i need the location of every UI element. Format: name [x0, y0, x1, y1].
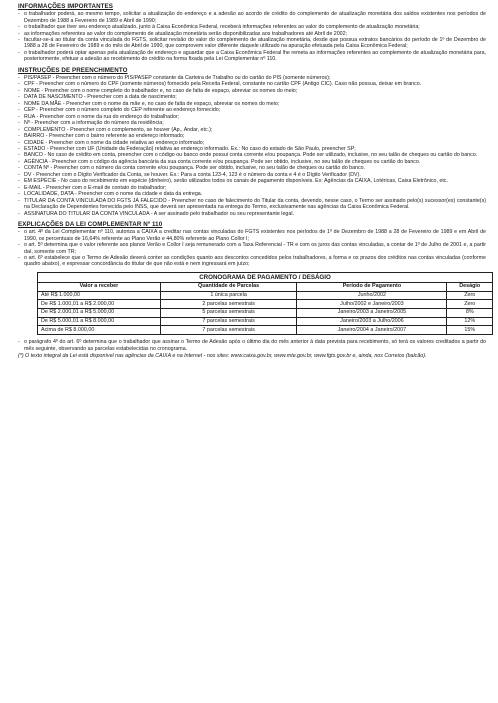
column-header-desagio: Deságio	[447, 282, 493, 291]
section-title-instrucoes: INSTRUÇÕES DE PREENCHIMENTO	[18, 66, 128, 74]
cell-valor: Acima de R$ 8.000,00	[38, 326, 161, 335]
list-item: - o trabalhador poderá optar apenas pela atualização de endereço e aguardar que a Caixa Econômica Federal lhe remeta as informações referentes ao complemento de atualização monetária para, posteriormente, efetuar a adesão ao recebimento do crédito na forma fixada pela Lei Complementar nº 110.	[18, 49, 486, 63]
table-row	[38, 300, 493, 309]
list-item: - NOME DA MÃE - Preencher com o nome da mãe e, no caso de falta de espaço, abreviar os nomes do meio;	[18, 100, 280, 107]
list-item: - BAIRRO - Preencher com o bairro referente ao endereço informado;	[18, 133, 185, 140]
list-item: - CPF - Preencher com o número do CPF (somente números) fornecido pela Receita Federal, constante no cartão CPF (Antigo CIC). Caso não possua, deixar em branco.	[18, 81, 422, 88]
cell-valor: De R$ 5.000,01 a R$ 8.000,00	[38, 317, 161, 326]
list-item: - ASSINATURA DO TITULAR DA CONTA VINCULADA - A ser assinado pelo trabalhador ou seu representante legal.	[18, 210, 294, 217]
list-item: - o art. 4º da Lei Complementar nº 110, autoriza a CAIXA a creditar nas contas vinculadas do FGTS existentes nos períodos de 1º de Dezembro de 1988 a 28 de Fevereiro de 1989 e em Abril de 1990, os percentuais de 16,64% referente ao Plano Verão e 44,80% referente ao Plano Collor I;	[18, 229, 486, 242]
cell-parcelas: 2 parcelas semestrais	[160, 300, 297, 309]
list-item: - NOME - Preencher com o nome completo do trabalhador e, no caso de falta de espaço, abreviar os nomes do meio;	[18, 87, 298, 94]
list-item: - DV - Preencher com o Dígito Verificador da Conta, se houver. Ex.: Para a conta 123-4, 123 é o número da conta e 4 é o Dígito Verificador (DV).	[18, 171, 361, 178]
column-header-valor: Valor a receber	[38, 282, 161, 291]
cronograma-title: CRONOGRAMA DE PAGAMENTO / DESÁGIO	[38, 272, 493, 282]
column-header-parcelas: Quantidade de Parcelas	[160, 282, 297, 291]
cell-desagio: 15%	[447, 326, 493, 335]
section-title-explicacoes: EXPLICAÇÕES DA LEI COMPLEMENTAR Nº 110	[18, 221, 163, 228]
section-title-informacoes: INFORMAÇÕES IMPORTANTES	[18, 3, 113, 10]
list-item: - RUA - Preencher com o nome da rua do endereço do trabalhador;	[18, 113, 180, 120]
cell-periodo: Junho/2002	[297, 291, 447, 300]
list-item: - o trabalhador poderá, ao mesmo tempo, solicitar a atualização do endereço e a adesão ao acordo de crédito do complemento de atualização monetária dos saldos existentes nos períodos de Dezembro de 1988 a Fevereiro de 1989 e Abril de 1990;	[18, 11, 486, 24]
column-header-periodo: Período de Pagamento	[297, 282, 447, 291]
list-item: - as informações referentes ao valor do complemento de atualização monetária serão disponibilizadas aos trabalhadores até Abril de 2002;	[18, 30, 348, 37]
cell-periodo: Janeiro/2003 a Janeiro/2005	[297, 308, 447, 317]
cell-parcelas: 1 única parcela	[160, 291, 297, 300]
cell-periodo: Janeiro/2004 a Janeiro/2007	[297, 326, 447, 335]
list-item: - facultar-se-á ao titular da conta vinculada do FGTS, solicitar revisão do valor do complemento de atualização monetária, desde que possua extratos bancários do período de 1º de Dezembro de 1988 a 28 de Fevereiro de 1989 e do mês de Abril de 1990, que comprovem valor diferente daquele utilizado na apuração efetuada pela Caixa Econômica Federal;	[18, 37, 486, 50]
cell-desagio: Zero	[447, 291, 493, 300]
list-item: - LOCALIDADE, DATA - Preencher com o nome da cidade e data da entrega.	[18, 191, 203, 198]
cell-desagio: Zero	[447, 300, 493, 309]
list-explicacoes-continuacao	[18, 339, 486, 352]
list-item: - EM ESPÉCIE - No caso do recebimento em espécie (dinheiro), serão utilizados todos os canais de pagamento disponíveis. Ex: Agências da CAIXA, Lotéricas, Caixa Eletrônico, etc.	[18, 178, 448, 185]
table-row	[38, 308, 493, 317]
cell-periodo: Julho/2002 e Janeiro/2003	[297, 300, 447, 309]
cell-valor: De R$ 1.000,01 a R$ 2.000,00	[38, 300, 161, 309]
list-item: - CONTA Nº - Preencher com o número da conta corrente e/ou poupança. Pode ser obtido, inclusive, no seu talão de cheques ou cartão do banco.	[18, 165, 366, 172]
list-item: - CEP - Preencher com o número completo do CEP referente ao endereço fornecido;	[18, 107, 221, 114]
cell-parcelas: 7 parcelas semestrais	[160, 317, 297, 326]
cell-valor: De R$ 2.000,01 a R$ 5.000,00	[38, 308, 161, 317]
list-item: - AGÊNCIA - Preencher com o código da agência bancária da sua conta corrente e/ou poupança. Pode ser obtido, inclusive, no seu talão de cheques ou cartão do banco.	[18, 158, 421, 165]
list-item: - Nº - Preencher com a informação do número da residência;	[18, 120, 164, 127]
cronograma-table	[37, 272, 493, 335]
cell-valor: Até R$ 1.000,00	[38, 291, 161, 300]
cell-parcelas: 7 parcelas semestrais	[160, 326, 297, 335]
list-item: - PIS/PASEP - Preencher com o número do PIS/PASEP constante da Carteira de Trabalho ou do cartão do PIS (somente números);	[18, 75, 331, 82]
list-item: - COMPLEMENTO - Preencher com o complemento, se houver (Ap., Andar, etc.);	[18, 126, 213, 133]
list-instrucoes	[18, 75, 486, 217]
list-item: - E-MAIL - Preencher com o E-mail de contato do trabalhador;	[18, 184, 167, 191]
list-item: - TITULAR DA CONTA VINCULADA DO FGTS JÁ FALECIDO - Preencher no caso de falecimento do Titular da conta, devendo, nesse caso, o Termo ser assinado pelo(s) sucessor(es) constante(s) na Declaração de Dependentes fornecida pelo INSS, que deverá ser apresentada na entrega do Termo, exclusivamente nas agências da Caixa Econômica Federal.	[18, 197, 486, 211]
cell-parcelas: 5 parcelas semestrais	[160, 308, 297, 317]
table-row	[38, 291, 493, 300]
list-item: - ESTADO - Preencher com UF (Unidade da Federação) relativa ao endereço informado. Ex.: No caso do estado de São Paulo, preencher SP;	[18, 146, 356, 153]
list-informacoes	[18, 11, 486, 63]
list-item: - o art. 5º determina que o valor referente aos planos Verão e Collor I seja remunerado com a Taxa Referencial - TR e com os juros das contas vinculadas, a contar de 1º de Julho de 2001 e, a partir daí, somente com TR;	[18, 242, 486, 255]
list-item: - o art. 6º estabelece que o Termo de Adesão deverá conter as condições quanto aos descontos concedidos pelos trabalhadores, a forma e os prazos dos créditos nas contas vinculadas (conforme quadro abaixo), e expressar concordância do titular de que não está e nem ingressará em juízo;	[18, 255, 486, 268]
list-item: - BANCO - No caso de crédito em conta, preencher com o código ou banco onde possui conta corrente e/ou poupança. Pode ser utilizado, inclusive, no seu talão de cheques ou cartão do banco.	[18, 152, 478, 159]
cell-desagio: 12%	[447, 317, 493, 326]
footnote: (*) O texto integral da Lei está disponível nas agências da CAIXA e na Internet - nos sites: www.caixa.gov.br, www.mte.gov.br, www.fgts.gov.br e, ainda, nos Correios (balcão).	[18, 352, 427, 359]
list-item: - DATA DE NASCIMENTO - Preencher com a data de nascimento;	[18, 94, 177, 101]
list-item: - o parágrafo 4º do art. 6º determina que o trabalhador que assinar o Termo de Adesão após o último dia do mês anterior à data prevista para recebimento, só terá os valores creditados a partir do mês seguinte, observando as parcelas estabelecidas no cronograma.	[18, 339, 486, 352]
cell-periodo: Janeiro/2003 a Julho/2006	[297, 317, 447, 326]
list-explicacoes	[18, 229, 486, 268]
list-item: - CIDADE - Preencher com o nome da cidade relativa ao endereço informado;	[18, 139, 205, 146]
cell-desagio: 8%	[447, 308, 493, 317]
list-item: - o trabalhador que tiver seu endereço atualizado, junto à Caixa Econômica Federal, receberá informações referentes ao valor do complemento de atualização monetária;	[18, 24, 420, 31]
table-row	[38, 317, 493, 326]
table-row	[38, 326, 493, 335]
